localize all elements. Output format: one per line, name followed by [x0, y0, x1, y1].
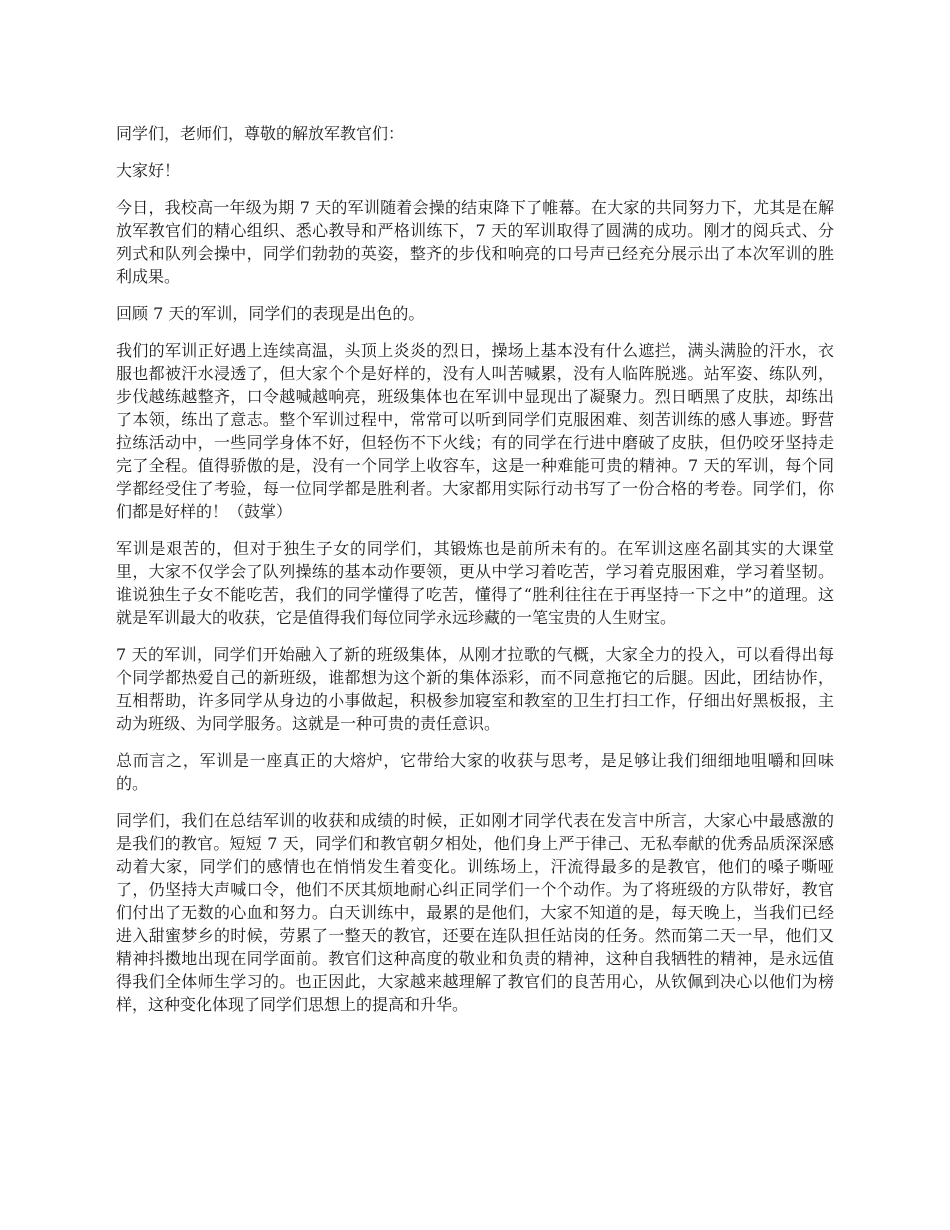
paragraph-training-hardship: 我们的军训正好遇上连续高温，头顶上炎炎的烈日，操场上基本没有什么遮拦，满头满脸的汗水，衣服也都被汗水浸透了，但大家个个是好样的，没有人叫苦喊累，没有人临阵脱逃。站军姿、练队列，步伐越练越整齐，口令越喊越响亮，班级集体也在军训中显现出了凝聚力。烈日晒黑了皮肤，却练出了本领，练出了意志。整个军训过程中，常常可以听到同学们克服困难、刻苦训练的感人事迹。野营拉练活动中，一些同学身体不好，但轻伤不下火线；有的同学在行进中磨破了皮肤，但仍咬牙坚持走完了全程。值得骄傲的是，没有一个同学上收容车，这是一种难能可贵的精神。7 天的军训，每个同学都经受住了考验，每一位同学都是胜利者。大家都用实际行动书写了一份合格的考卷。同学们，你们都是好样的！（鼓掌）: [116, 341, 834, 521]
greeting: 大家好！: [116, 161, 181, 180]
paragraph-review: 回顾 7 天的军训，同学们的表现是出色的。: [116, 304, 425, 323]
paragraph-class-spirit: 7 天的军训，同学们开始融入了新的班级集体，从刚才拉歌的气概，大家全力的投入，可以看得出每个同学都热爱自己的新班级，谁都想为这个新的集体添彩，而不同意拖它的后腿。因此，团结协作，互相帮助，许多同学从身边的小事做起，积极参加寝室和教室的卫生打扫工作，仔细出好黑板报，主动为班级、为同学服务。这就是一种可贵的责任意识。: [116, 645, 834, 733]
paragraph-training-value: 军训是艰苦的，但对于独生子女的同学们，其锻炼也是前所未有的。在军训这座名副其实的大课堂里，大家不仅学会了队列操练的基本动作要领，更从中学习着吃苦，学习着克服困难，学习着坚韧。谁说独生子女不能吃苦，我们的同学懂得了吃苦，懂得了“胜利往往在于再坚持一下之中”的道理。这就是军训最大的收获，它是值得我们每位同学永远珍藏的一笔宝贵的人生财宝。: [116, 539, 834, 627]
document-body: [116, 122, 834, 1030]
paragraph-summary: 总而言之，军训是一座真正的大熔炉，它带给大家的收获与思考，是足够让我们细细地咀嚼和回味的。: [116, 751, 834, 793]
paragraph-thanks-instructors: 同学们，我们在总结军训的收获和成绩的时候，正如刚才同学代表在发言中所言，大家心中最感激的是我们的教官。短短 7 天，同学们和教官朝夕相处，他们身上严于律己、无私奉献的优秀品质深深感动着大家，同学们的感情也在悄悄发生着变化。训练场上，汗流得最多的是教官，他们的嗓子嘶哑了，仍坚持大声喊口令，他们不厌其烦地耐心纠正同学们一个个动作。为了将班级的方队带好，教官们付出了无数的心血和努力。白天训练中，最累的是他们，大家不知道的是，每天晚上，当我们已经进入甜蜜梦乡的时候，劳累了一整天的教官，还要在连队担任站岗的任务。然而第二天一早，他们又精神抖擞地出现在同学面前。教官们这种高度的敬业和负责的精神，这种自我牺牲的精神，是永远值得我们全体师生学习的。也正因此，大家越来越理解了教官们的良苦用心，从钦佩到决心以他们为榜样，这种变化体现了同学们思想上的提高和升华。: [116, 811, 834, 1014]
salutation: 同学们，老师们，尊敬的解放军教官们：: [116, 124, 405, 143]
paragraph-intro: 今日，我校高一年级为期 7 天的军训随着会操的结束降下了帷幕。在大家的共同努力下，尤其是在解放军教官们的精心组织、悉心教导和严格训练下，7 天的军训取得了圆满的成功。刚才的阅兵式、分列式和队列会操中，同学们勃勃的英姿，整齐的步伐和响亮的口号声已经充分展示出了本次军训的胜利成果。: [116, 198, 834, 286]
